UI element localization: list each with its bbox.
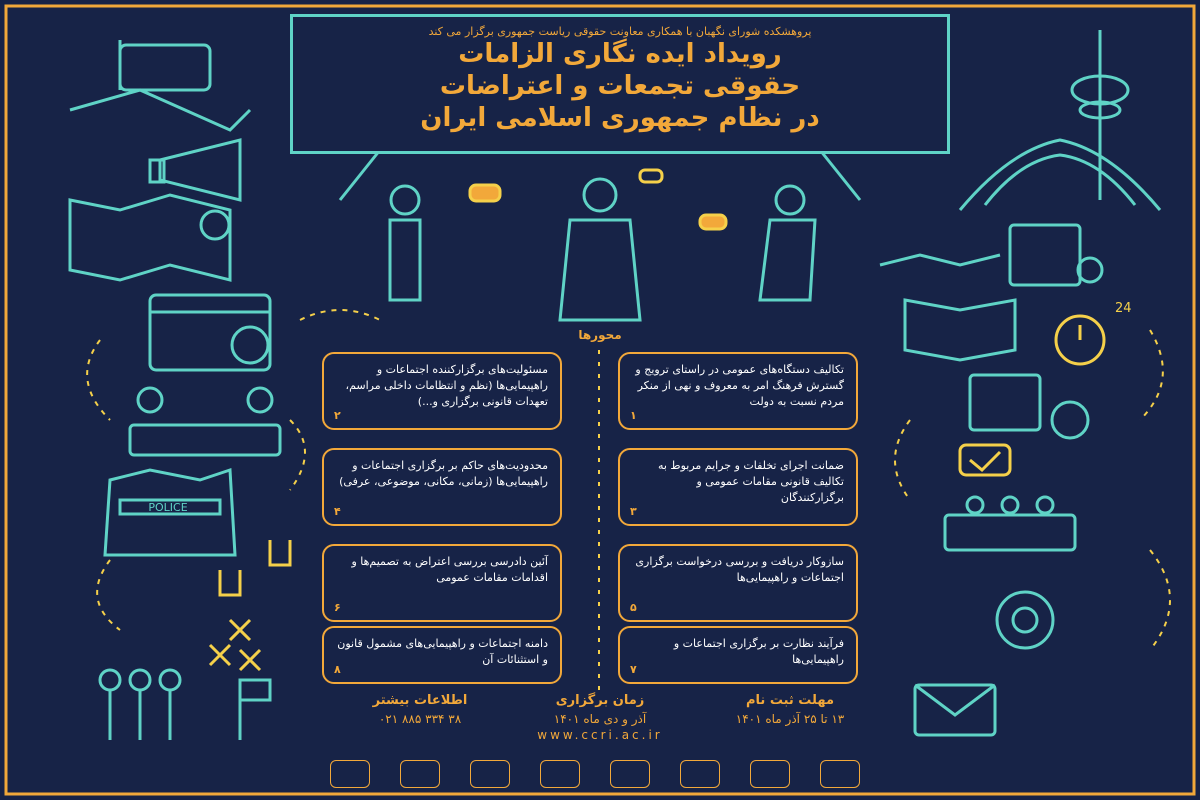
x-marks-icon — [210, 620, 260, 670]
sponsor-logo — [400, 760, 440, 788]
axis-item — [618, 352, 858, 430]
sponsor-logo — [540, 760, 580, 788]
sponsor-logo — [470, 760, 510, 788]
contact-phone: ۰۲۱ ۸۸۵ ۳۳۴ ۳۸ — [378, 712, 462, 726]
axis-number: ۲ — [334, 409, 341, 422]
registration-title: مهلت ثبت نام — [746, 693, 834, 708]
axis-text: سازوکار دریافت و بررسی درخواست برگزاری اجتماعات و راهپیمایی‌ها — [635, 555, 844, 584]
flag-icon — [70, 40, 250, 130]
handshake-icon — [880, 255, 1000, 265]
event-time-info — [520, 692, 680, 728]
axis-text: تکالیف دستگاه‌های عمومی در راستای ترویج و گسترش فرهنگ امر به معروف و نهی از منکر مردم نسبت به دولت — [635, 363, 844, 408]
axis-text: دامنه اجتماعات و راهپیمایی‌های مشمول قانون و استثنائات آن — [337, 637, 548, 666]
contact-info — [330, 692, 510, 728]
axis-number: ۵ — [630, 601, 637, 614]
event-time-value: آذر و دی ماه ۱۴۰۱ — [553, 712, 647, 726]
sponsor-logo — [610, 760, 650, 788]
organizer-text: پروهشکده شورای نگهبان با همکاری معاونت حقوقی ریاست جمهوری برگزار می کند — [428, 25, 812, 38]
axis-item — [618, 544, 858, 622]
meeting-icon — [130, 388, 280, 455]
event-title-line-3: در نظام جمهوری اسلامی ایران — [420, 103, 820, 133]
axis-text: مسئولیت‌های برگزارکننده اجتماعات و راهپیمایی‌ها (نظم و انتظامات داخلی مراسم، تعهدات قانونی برگزاری و...) — [345, 363, 548, 408]
sponsor-logo — [820, 760, 860, 788]
envelope-icon — [915, 685, 995, 735]
event-title-line-2: حقوقی تجمعات و اعتراضات — [439, 71, 801, 101]
gear-icon — [997, 592, 1053, 648]
website-link[interactable]: www.ccri.ac.ir — [537, 728, 663, 742]
sponsor-logo — [330, 760, 370, 788]
sponsor-logo — [680, 760, 720, 788]
police-label: POLICE — [148, 501, 188, 514]
sponsor-logo — [750, 760, 790, 788]
search-document-icon — [970, 375, 1088, 438]
axis-item — [322, 352, 562, 430]
event-title-line-1: رویداد ایده نگاری الزامات — [458, 39, 782, 69]
title-banner — [290, 14, 950, 154]
axis-number: ۱ — [630, 409, 637, 422]
calendar-icon — [150, 295, 270, 370]
axis-item — [322, 626, 562, 684]
axis-number: ۶ — [334, 601, 341, 614]
crowd-icon — [100, 670, 270, 740]
audience-icon — [945, 497, 1075, 550]
axis-number: ۸ — [334, 663, 341, 676]
registration-info — [700, 692, 880, 728]
certificate-icon — [1010, 225, 1102, 285]
axis-text: آئین دادرسی بررسی اعتراض به تصمیم‌ها و اقدامات مقامات عمومی — [351, 555, 548, 584]
event-time-title: زمان برگزاری — [555, 693, 645, 708]
check-bubble-icon — [960, 445, 1010, 475]
contact-title: اطلاعات بیشتر — [372, 693, 468, 708]
megaphone-icon — [150, 140, 240, 200]
sponsor-logos — [330, 756, 870, 792]
axis-number: ۳ — [630, 505, 637, 518]
axis-item — [618, 626, 858, 684]
map-pin-icon — [70, 195, 230, 280]
axis-text: ضمانت اجرای تخلفات و جرایم مربوط به تکالیف قانونی مقامات عمومی و برگزارکنندگان — [657, 459, 844, 504]
axis-item — [322, 448, 562, 526]
axis-text: محدودیت‌های حاکم بر برگزاری اجتماعات و راهپیمایی‌ها (زمانی، مکانی، موضوعی، عرفی) — [339, 459, 548, 488]
axis-text: فرآیند نظارت بر برگزاری اجتماعات و راهپیمایی‌ها — [673, 637, 844, 666]
tehran-towers-icon — [960, 30, 1160, 210]
book-icon — [905, 300, 1015, 360]
axis-number: ۷ — [630, 663, 637, 676]
stopwatch-icon — [1056, 316, 1104, 364]
axis-item — [322, 544, 562, 622]
24-label: 24 — [1115, 301, 1132, 316]
axis-item — [618, 448, 858, 526]
axes-heading: محورها — [578, 328, 622, 342]
raised-hands-icon — [220, 540, 290, 595]
protesters-icon — [340, 150, 860, 320]
registration-value: ۱۳ تا ۲۵ آذر ماه ۱۴۰۱ — [735, 712, 845, 726]
axis-number: ۴ — [334, 505, 341, 518]
